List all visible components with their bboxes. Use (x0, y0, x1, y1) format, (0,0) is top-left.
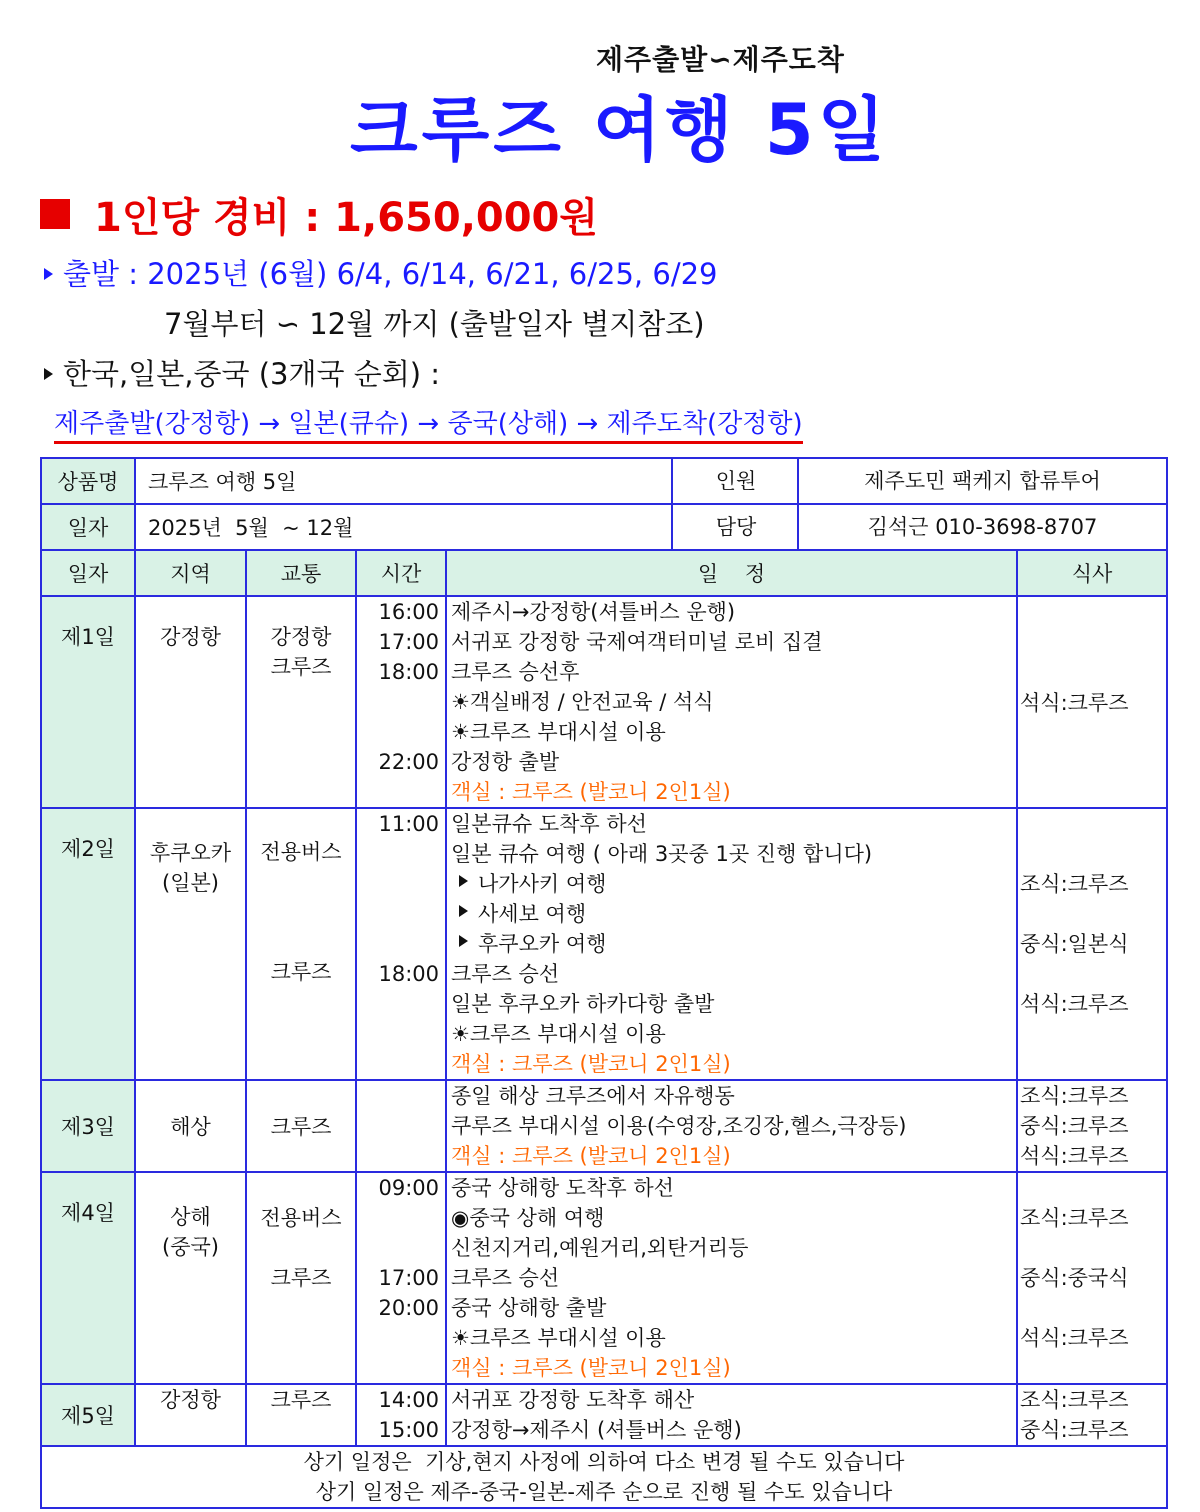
meals: 조식:크루즈 중식:중국식 석식:크루즈 (1017, 1172, 1167, 1384)
day-row (41, 808, 1167, 1080)
day-label: 제3일 (41, 1080, 135, 1172)
triangle-bullet-icon (459, 875, 468, 887)
departure-text: 출발 : 2025년 (6월) 6/4, 6/14, 6/21, 6/25, 6/29 (63, 257, 718, 291)
countries-text: 한국,일본,중국 (3개국 순회) : (63, 357, 441, 391)
schedule: 중국 상해항 도착후 하선 ◉중국 상해 여행 신천지거리,예원거리,외탄거리등 크루즈 승선 중국 상해항 출발 ☀크루즈 부대시설 이용 객실 : 크루즈 (발코니 2인1실) (446, 1172, 1017, 1384)
notes: 상기 일정은 기상,현지 사정에 의하여 다소 변경 될 수도 있습니다 상기 일정은 제주-중국-일본-제주 순으로 진행 될 수도 있습니다 (41, 1446, 1167, 1508)
meals: 조식:크루즈 중식:크루즈 석식:크루즈 (1017, 1080, 1167, 1172)
triangle-bullet-icon (44, 368, 53, 380)
price-text: 1인당 경비 : 1,650,000원 (94, 195, 599, 241)
product-value: 크루즈 여행 5일 (135, 458, 1017, 504)
region: 강정항 (135, 1384, 246, 1446)
transport: 크루즈 (246, 1384, 356, 1446)
region: 후쿠오카 (일본) (135, 808, 246, 1080)
times: 09:00 17:00 20:00 (356, 1172, 446, 1384)
meals: 조식:크루즈 중식:크루즈 (1017, 1384, 1167, 1446)
page-title: 크루즈 여행 5일 (350, 89, 890, 171)
region: 강정항 (135, 596, 246, 808)
meals: 조식:크루즈 중식:일본식 석식:크루즈 (1017, 808, 1167, 1080)
region: 해상 (135, 1080, 246, 1172)
date-label: 일자 (41, 504, 135, 550)
transport: 강정항 크루즈 (246, 596, 356, 808)
col-transport: 교통 (246, 550, 356, 596)
col-schedule: 일 정 (446, 550, 1017, 596)
transport: 전용버스 크루즈 (246, 808, 356, 1080)
col-time: 시간 (356, 550, 446, 596)
column-header-row (41, 550, 1167, 596)
countries-line (44, 352, 440, 393)
people-value: 제주도민 팩케지 합류투어 (797, 457, 1168, 505)
notes-row (41, 1446, 1167, 1508)
transport: 크루즈 (246, 1080, 356, 1172)
meals: 석식:크루즈 (1017, 596, 1167, 808)
day-label: 제4일 (41, 1172, 135, 1384)
times (356, 1080, 446, 1172)
triangle-bullet-icon (459, 905, 468, 917)
schedule: 서귀포 강정항 도착후 해산 강정항→제주시 (셔틀버스 운행) (446, 1384, 1017, 1446)
day-row (41, 596, 1167, 808)
times: 14:00 15:00 (356, 1384, 446, 1446)
date-value: 2025년 5월 ~ 12월 (135, 504, 1017, 550)
departure-dates (44, 252, 718, 293)
itinerary-table (40, 457, 1168, 1509)
day-row (41, 1384, 1167, 1446)
region: 상해 (중국) (135, 1172, 246, 1384)
day-label: 제1일 (41, 596, 135, 808)
departure-note: 7월부터 ∽ 12월 까지 (출발일자 별지참조) (164, 307, 705, 341)
manager-value: 김석근 010-3698-8707 (797, 503, 1168, 551)
times: 16:00 17:00 18:00 22:00 (356, 596, 446, 808)
day-label: 제2일 (41, 808, 135, 1080)
square-bullet-icon (40, 199, 70, 229)
schedule: 종일 해상 크루즈에서 자유행동 쿠루즈 부대시설 이용(수영장,조깅장,헬스,극장등) 객실 : 크루즈 (발코니 2인1실) (446, 1080, 1017, 1172)
schedule: 일본큐슈 도착후 하선 일본 큐슈 여행 ( 아래 3곳중 1곳 진행 합니다) 나가사키 여행 사세보 여행 후쿠오카 여행 크루즈 승선 일본 후쿠오카 하카다항 출발 ☀크루즈 부대시설 이용 객실 : 크루즈 (발코니 2인1실) (446, 808, 1017, 1080)
day-label: 제5일 (41, 1384, 135, 1446)
schedule: 제주시→강정항(셔틀버스 운행) 서귀포 강정항 국제여객터미널 로비 집결 크루즈 승선후 ☀객실배정 / 안전교육 / 석식 ☀크루즈 부대시설 이용 강정항 출발 객실 : 크루즈 (발코니 2인1실) (446, 596, 1017, 808)
day-row (41, 1080, 1167, 1172)
col-meal: 식사 (1017, 550, 1167, 596)
people-label: 인원 (671, 457, 801, 505)
col-region: 지역 (135, 550, 246, 596)
transport: 전용버스 크루즈 (246, 1172, 356, 1384)
route-line: 제주출발(강정항) → 일본(큐슈) → 중국(상해) → 제주도착(강정항) (54, 403, 803, 444)
info-right-block (671, 457, 1166, 549)
triangle-bullet-icon (44, 268, 53, 280)
page-subtitle: 제주출발∽제주도착 (596, 43, 845, 76)
triangle-bullet-icon (459, 935, 468, 947)
product-label: 상품명 (41, 458, 135, 504)
day-row (41, 1172, 1167, 1384)
col-day: 일자 (41, 550, 135, 596)
manager-label: 담당 (671, 503, 801, 551)
times: 11:00 18:00 (356, 808, 446, 1080)
price-line (40, 186, 598, 243)
